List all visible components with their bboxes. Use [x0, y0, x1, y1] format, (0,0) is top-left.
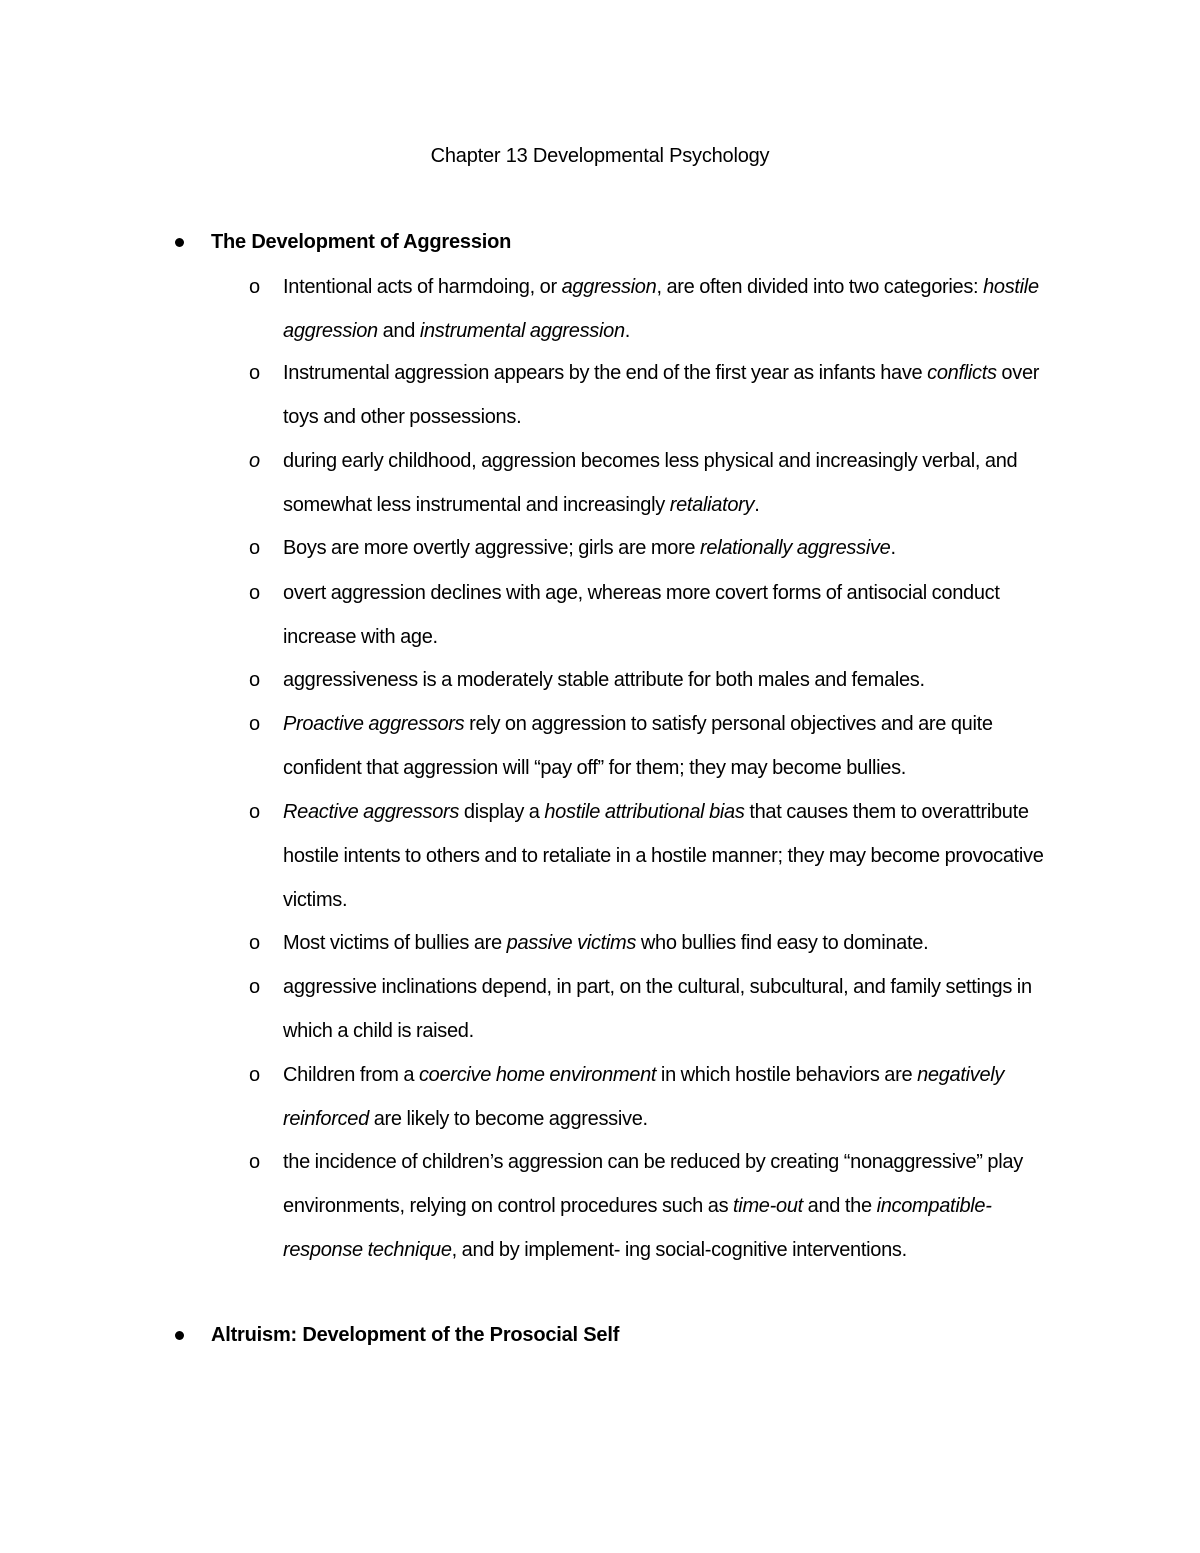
text-run: aggressiveness is a moderately stable attribute for both males and females.	[283, 669, 925, 691]
bullet-icon	[175, 1331, 184, 1340]
text-run: during early childhood, aggression becomes less physical and increasingly verbal, and somewhat less instrumental and increasingly	[283, 450, 1018, 516]
circle-bullet-icon: o	[249, 669, 261, 691]
italic-term: instrumental aggression	[419, 320, 625, 342]
text-run: Boys are more overtly aggressive; girls are more	[283, 537, 701, 559]
list-item-text	[283, 571, 1063, 659]
text-run: and	[377, 320, 420, 342]
text-run: Children from a	[283, 1064, 419, 1086]
circle-bullet-icon: o	[249, 1151, 261, 1173]
italic-term: hostile attributional bias	[544, 801, 745, 823]
italic-term: time-out	[733, 1195, 803, 1217]
text-run: , are often divided into two categories:	[656, 276, 984, 298]
italic-term: passive victims	[506, 932, 637, 954]
text-run: display a	[459, 801, 545, 823]
section-heading: Altruism: Development of the Prosocial Self	[211, 1324, 620, 1346]
circle-bullet-icon: o	[249, 582, 261, 604]
circle-bullet-icon: o	[249, 1064, 261, 1086]
list-item-text	[283, 790, 1063, 922]
circle-bullet-icon: o	[249, 976, 261, 998]
text-run: rely on aggression to satisfy personal objectives and are quite confident that aggression will “pay off” for them; they may become bullies.	[283, 713, 993, 779]
text-run: , and by implement- ing social-cognitive interventions.	[451, 1239, 907, 1261]
italic-term: hostile aggression	[283, 276, 1039, 342]
text-run: and the	[802, 1195, 877, 1217]
bullet-icon	[175, 238, 184, 247]
italic-term: conflicts	[927, 362, 997, 384]
list-item-text	[283, 526, 1063, 570]
italic-term: incompatible-response technique	[283, 1195, 992, 1261]
text-run: .	[754, 494, 760, 516]
circle-bullet-icon: o	[249, 932, 261, 954]
circle-bullet-icon: o	[249, 276, 261, 298]
text-run: the incidence of children’s aggression can be reduced by creating “nonaggressive” play environments, relying on control procedures such as	[283, 1151, 1023, 1217]
text-run: that causes them to overattribute hostile intents to others and to retaliate in a hostile manner; they may become provocative victims.	[283, 801, 1044, 911]
text-run: who bullies find easy to dominate.	[636, 932, 929, 954]
text-run: Most victims of bullies are	[283, 932, 507, 954]
text-run: in which hostile behaviors are	[656, 1064, 918, 1086]
italic-term: aggression	[561, 276, 657, 298]
text-run: over toys and other possessions.	[283, 362, 1040, 428]
list-item-text	[283, 351, 1063, 439]
circle-bullet-icon: o	[249, 713, 261, 735]
text-run: overt aggression declines with age, whereas more covert forms of antisocial conduct increase with age.	[283, 582, 1000, 648]
text-run: are likely to become aggressive.	[368, 1108, 648, 1130]
circle-bullet-icon: o	[249, 362, 261, 384]
list-item-text	[283, 265, 1063, 353]
list-item-text	[283, 921, 1063, 965]
page-title: Chapter 13 Developmental Psychology	[430, 145, 770, 167]
list-item-text	[283, 1053, 1063, 1141]
list-item-text	[283, 1140, 1063, 1272]
italic-term: retaliatory	[669, 494, 755, 516]
list-item-text	[283, 702, 1063, 790]
text-run: Instrumental aggression appears by the end of the first year as infants have	[283, 362, 928, 384]
list-item-text	[283, 658, 1063, 702]
italic-term: negatively reinforced	[283, 1064, 1005, 1130]
circle-bullet-icon: o	[249, 537, 261, 559]
italic-term: relationally aggressive	[700, 537, 891, 559]
text-run: aggressive inclinations depend, in part, on the cultural, subcultural, and family settings in which a child is raised.	[283, 976, 1032, 1042]
text-run: .	[624, 320, 631, 342]
list-item-text	[283, 439, 1063, 527]
text-run: .	[890, 537, 896, 559]
section-heading: The Development of Aggression	[211, 231, 512, 253]
circle-bullet-icon: o	[249, 801, 261, 823]
list-item-text	[283, 965, 1063, 1053]
circle-bullet-icon: o	[249, 450, 261, 472]
italic-term: Reactive aggressors	[283, 801, 460, 823]
italic-term: Proactive aggressors	[283, 713, 465, 735]
text-run: Intentional acts of harmdoing, or	[283, 276, 562, 298]
italic-term: coercive home environment	[418, 1064, 657, 1086]
